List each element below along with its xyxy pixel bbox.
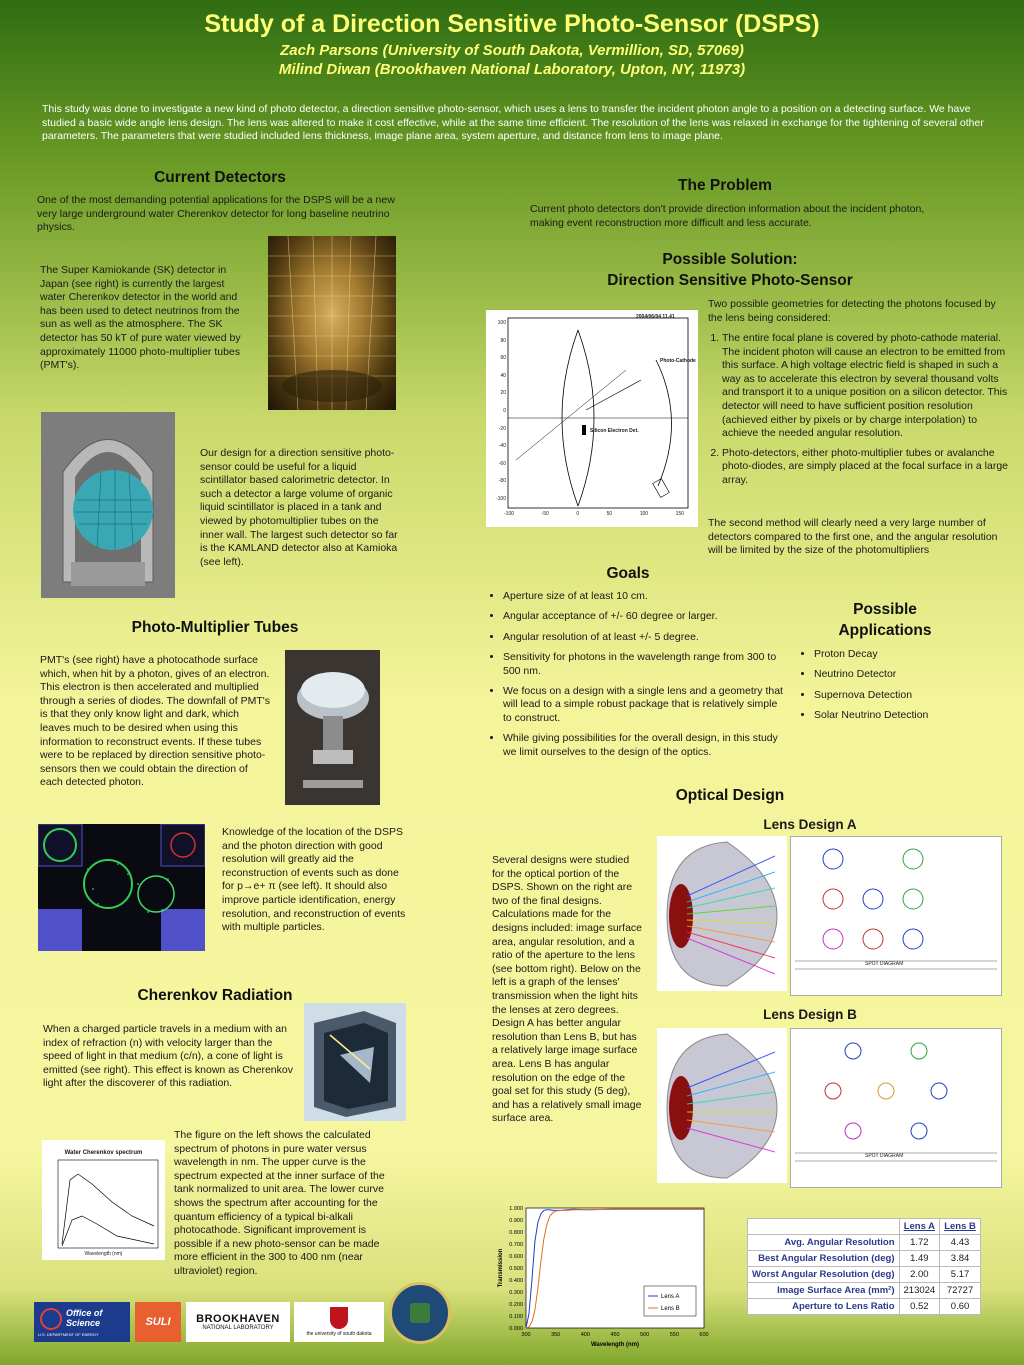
bnl-logo-subtext: NATIONAL LABORATORY	[202, 1325, 274, 1331]
solution-intro: Two possible geometries for detecting the photons focused by the lens being considered:	[708, 298, 996, 324]
results-table-row	[748, 1283, 981, 1299]
transmission-chart-svg	[494, 1200, 712, 1355]
x-tick-label: 600	[699, 1332, 709, 1338]
results-table-row	[748, 1299, 981, 1315]
y-tick-label: 0.300	[509, 1290, 523, 1296]
solution-closing: The second method will clearly need a very large number of detectors compared to the first one, and the angular resolution will be limited by the size of the photomultipliers	[708, 517, 998, 557]
y-tick-label: 0.600	[509, 1254, 523, 1260]
results-row-label: Avg. Angular Resolution	[748, 1235, 900, 1251]
results-table-header	[748, 1219, 900, 1235]
goal-item: • Aperture size of at least 10 cm.	[503, 590, 788, 603]
transmission-chart	[494, 1200, 712, 1355]
application-item: • Neutrino Detector	[814, 668, 994, 681]
diagram-xtick: 0	[576, 511, 580, 517]
goal-item: • Angular acceptance of +/- 60 degree or larger.	[503, 610, 788, 623]
results-table-header: Lens A	[899, 1219, 940, 1235]
y-tick-label: 0.200	[509, 1302, 523, 1308]
pmt-heading: Photo-Multiplier Tubes	[131, 619, 299, 636]
y-axis-label: Transmission	[498, 1248, 504, 1288]
doe-logo-subtext: U.S. DEPARTMENT OF ENERGY	[38, 1332, 99, 1337]
cherenkov-cone-image	[304, 1003, 406, 1121]
goal-item: • Angular resolution of at least +/- 5 degree.	[503, 631, 788, 644]
diagram-y-ticks	[488, 315, 506, 509]
optical-design-heading: Optical Design	[675, 787, 785, 804]
current-detectors-heading: Current Detectors	[154, 169, 286, 186]
diagram-ytick: -80	[498, 478, 506, 485]
sk-pmt-grid	[268, 236, 396, 410]
diagram-ytick: 60	[500, 355, 506, 362]
lens-a-raytrace-illustration	[657, 836, 787, 991]
results-row-label: Aperture to Lens Ratio	[748, 1299, 900, 1315]
reconstruction-text: Knowledge of the location of the DSPS and the photon direction with good resolution will greatly aid the reconstruction of events such as done for p→e+ π (see left). It should also improve particle identification, energy resolution, and reconstruction of events with multiple particles.	[222, 826, 406, 934]
sk-description: The Super Kamiokande (SK) detector in Japan (see right) is currently the largest water Cherenkov detector in the world and has been used to detect neutrinos from the sun as well as the atmosphere. The SK detector has 50 kT of pure water viewed by approximately 11000 photo-multiplier tubes (PMT's).	[40, 264, 241, 372]
usd-u-icon	[330, 1307, 348, 1329]
cherenkov-description: When a charged particle travels in a medium with an index of refraction (n) with velocity larger than the speed of light in that medium (c/n), a cone of light is emitted (see right). This effect is known as Cherenkov light after the discoverer of this radiation.	[43, 1023, 293, 1090]
diagram-silicon-label: Silicon Electron Det.	[590, 428, 639, 434]
lens-a-spot-diagram	[790, 836, 1002, 996]
y-tick-label: 0.500	[509, 1266, 523, 1272]
results-cell: 4.43	[940, 1235, 981, 1251]
solution-heading-1: Possible Solution:	[662, 251, 798, 268]
cherenkov-spectrum-mini-chart	[42, 1140, 165, 1260]
brookhaven-logo	[186, 1302, 290, 1342]
lens-b-spot-label: SPOT DIAGRAM	[865, 1153, 904, 1159]
solution-heading-2: Direction Sensitive Photo-Sensor	[607, 272, 853, 289]
diagram-ytick: -100	[495, 495, 506, 502]
diagram-xtick: -100	[504, 511, 515, 517]
author-line-2: Milind Diwan (Brookhaven National Laboratory, Upton, NY, 11973)	[278, 61, 746, 78]
diagram-plot	[486, 310, 698, 527]
diagram-ytick: 80	[500, 337, 506, 344]
design-scintillator-text: Our design for a direction sensitive photo-sensor could be useful for a liquid scintillator based calorimetric detector. In such a detector a large volume of organic liquid scintillator is placed in a tank and viewed by photomultiplier tubes on the inner wall. The largest such detector so far is the KAMLAND detector also at Kamioka (see left).	[200, 447, 398, 568]
lens-b-raytrace-illustration	[657, 1028, 787, 1183]
y-tick-label: 1.000	[509, 1206, 523, 1212]
diagram-ytick: -20	[498, 425, 506, 432]
lens-a-raytrace	[657, 836, 787, 991]
results-row-label: Image Surface Area (mm²)	[748, 1283, 900, 1299]
lens-b-spot-diagram	[790, 1028, 1002, 1188]
results-table-header-row	[748, 1219, 981, 1235]
results-row-label: Worst Angular Resolution (deg)	[748, 1267, 900, 1283]
doe-seal-emblem	[410, 1303, 430, 1323]
suli-logo-text: SULI	[145, 1316, 171, 1328]
diagram-ytick: -60	[498, 460, 506, 467]
goal-item: • While giving possibilities for the overall design, in this study we limit ourselves to the design of the optics.	[503, 732, 788, 759]
x-tick-label: 350	[551, 1332, 561, 1338]
diagram-ytick: 20	[500, 390, 506, 397]
usd-logo	[294, 1302, 384, 1342]
abstract: This study was done to investigate a new kind of photo detector, a direction sensitive photo-sensor, which uses a lens to transfer the incident photon angle to a position on a detecting surface. We have studied a basic wide angle lens design. The lens was altered to make it cost effective, while at the same time efficient. The resolution of the lens was relaxed in exchange for the tightening of several other parameters. The parameters that were studied included lens thickness, image plane area, system aperture, and distance from lens to image plane.	[42, 103, 984, 142]
results-table-row	[748, 1251, 981, 1267]
y-tick-label: 0.900	[509, 1218, 523, 1224]
pmt-photo	[285, 650, 380, 805]
y-tick-label: 0.800	[509, 1230, 523, 1236]
goal-item: • We focus on a design with a single lens and a geometry that will lead to a simple robust package that is relatively simple to construct.	[503, 685, 788, 725]
solution-geometry-list	[708, 332, 1012, 494]
x-tick-label: 450	[610, 1332, 620, 1338]
doe-logo-text: Office of Science	[66, 1308, 103, 1328]
kamland-illustration	[41, 412, 175, 598]
results-table-row	[748, 1267, 981, 1283]
x-tick-label: 400	[580, 1332, 590, 1338]
lens-design-a-heading: Lens Design A	[763, 817, 857, 832]
problem-description: Current photo detectors don't provide direction information about the incident photon, making event reconstruction more difficult and less accurate.	[530, 203, 925, 229]
results-cell: 5.17	[940, 1267, 981, 1283]
results-cell: 0.60	[940, 1299, 981, 1315]
results-table-wrapper	[747, 1218, 981, 1315]
y-tick-label: 0.400	[509, 1278, 523, 1284]
doe-office-of-science-logo	[34, 1302, 130, 1342]
y-tick-label: 0.100	[509, 1314, 523, 1320]
solution-geometry-item: 1. The entire focal plane is covered by photo-cathode material. The incident photon will cause an electron to be emitted from this surface. A high voltage electric field is shaped in such a way as to accelerate this electron by several thousand volts and transport it to a unique position on a silicon detector. This detector will need to have sufficient position resolution (achieved either by pixels or by charge interpolation) to achieve the needed angular resolution.	[722, 332, 1012, 441]
diagram-timestamp: 2004/06/04 11.41	[636, 314, 675, 320]
p-to-e-pi-event-display	[38, 824, 205, 951]
y-tick-label: 0.700	[509, 1242, 523, 1248]
current-detectors-intro: One of the most demanding potential applications for the DSPS will be a new very large underground water Cherenkov detector for long baseline neutrino physics.	[37, 194, 395, 234]
diagram-photocathode-label: Photo-Cathode	[660, 358, 696, 364]
event-display-illustration	[38, 824, 205, 951]
diagram-xtick: 100	[639, 511, 649, 517]
cherenkov-cone-illustration	[304, 1003, 406, 1121]
kamland-detector-image	[41, 412, 175, 598]
doe-seal	[389, 1282, 451, 1344]
application-item: • Proton Decay	[814, 648, 994, 661]
x-tick-label: 550	[669, 1332, 679, 1338]
spectrum-description: The figure on the left shows the calculated spectrum of photons in pure water versus wavelength in nm. The upper curve is the spectrum expected at the inner surface of the tank normalized to unit area. The lower curve shows the spectrum after accounting for the quantum efficiency of a typical bi-alkali photocathode. Significant improvement is possible if a new photo-sensor can be made more efficient in the 300 to 400 nm (near ultraviolet) region.	[174, 1129, 385, 1277]
lens-a-spot-label: SPOT DIAGRAM	[865, 961, 904, 967]
bnl-logo-text: BROOKHAVEN	[196, 1313, 280, 1325]
applications-list	[798, 648, 994, 730]
doe-swirl-icon	[40, 1308, 62, 1330]
cherenkov-heading: Cherenkov Radiation	[137, 987, 293, 1004]
lens-a-spot-illustration	[791, 837, 1001, 995]
super-kamiokande-photo	[268, 236, 396, 410]
applications-heading-2: Applications	[838, 622, 932, 639]
author-line-1: Zach Parsons (University of South Dakota, Vermillion, SD, 57069)	[280, 42, 744, 59]
results-cell: 1.72	[899, 1235, 940, 1251]
pmt-illustration	[285, 650, 380, 805]
diagram-xtick: 150	[675, 511, 684, 517]
usd-logo-text: the university of south dakota	[306, 1331, 372, 1337]
diagram-ytick: 100	[497, 320, 506, 326]
poster-title: Study of a Direction Sensitive Photo-Sensor (DSPS)	[204, 10, 820, 38]
x-axis-label: Wavelength (nm)	[590, 1342, 640, 1348]
results-cell: 3.84	[940, 1251, 981, 1267]
mini-chart-xlabel: Wavelength (nm)	[84, 1251, 123, 1257]
results-cell: 1.49	[899, 1251, 940, 1267]
results-table	[747, 1218, 981, 1315]
lens-geometry-diagram	[486, 310, 698, 527]
x-tick-label: 500	[640, 1332, 650, 1338]
lens-b-raytrace	[657, 1028, 787, 1183]
results-cell: 2.00	[899, 1267, 940, 1283]
legend-label: Lens A	[661, 1294, 680, 1300]
goal-item: • Sensitivity for photons in the wavelength range from 300 to 500 nm.	[503, 651, 788, 678]
diagram-ytick: 40	[500, 372, 506, 379]
goals-heading: Goals	[606, 565, 650, 582]
application-item: • Supernova Detection	[814, 689, 994, 702]
mini-chart-title: Water Cherenkov spectrum	[64, 1150, 143, 1156]
legend-label: Lens B	[661, 1306, 680, 1312]
applications-heading-1: Possible	[853, 601, 917, 618]
problem-heading: The Problem	[678, 177, 772, 194]
results-cell: 0.52	[899, 1299, 940, 1315]
results-table-header: Lens B	[940, 1219, 981, 1235]
lens-b-spot-illustration	[791, 1029, 1001, 1187]
suli-logo	[135, 1302, 181, 1342]
diagram-xtick: -50	[541, 511, 549, 517]
mini-chart-plot	[42, 1140, 165, 1260]
x-tick-label: 300	[521, 1332, 531, 1338]
application-item: • Solar Neutrino Detection	[814, 709, 994, 722]
pmt-description: PMT's (see right) have a photocathode surface which, when hit by a photon, gives of an electron. This electron is then accelerated and multiplied through a series of diodes. The downfall of PMT's is that they only know light and dark, which leaves much to be desired when using this information to reconstruct events. If these tubes were to be replaced by direction sensitive photo-sensors then we could obtain the direction of each detected photon.	[40, 654, 271, 789]
results-cell: 72727	[940, 1283, 981, 1299]
lens-design-b-heading: Lens Design B	[763, 1007, 857, 1022]
optical-design-description: Several designs were studied for the optical portion of the DSPS. Shown on the right are two of the final designs. Calculations made for the designs included: image surface area, angular resolution, and a ratio of the aperture to the lens (see bottom right). Below on the left is a graph of the lenses' transmission when the light hits the lenses at zero degrees. Design A has better angular resolution than Lens B, but has a relatively large image surface area. Lens B has angular resolution on the edge of the goal set for this study (5 deg), and has a relatively small image surface area.	[492, 854, 643, 1125]
solution-geometry-item: 2. Photo-detectors, either photo-multiplier tubes or avalanche photo-diodes, are simply placed at the focal surface in a large array.	[722, 447, 1012, 488]
results-table-row	[748, 1235, 981, 1251]
y-tick-label: 0.000	[509, 1326, 523, 1332]
goals-list	[487, 590, 788, 766]
results-row-label: Best Angular Resolution (deg)	[748, 1251, 900, 1267]
diagram-x-ticks	[504, 511, 684, 517]
diagram-ytick: -40	[498, 443, 506, 450]
diagram-xtick: 50	[606, 511, 613, 517]
diagram-ytick: 0	[503, 407, 506, 414]
results-cell: 213024	[899, 1283, 940, 1299]
